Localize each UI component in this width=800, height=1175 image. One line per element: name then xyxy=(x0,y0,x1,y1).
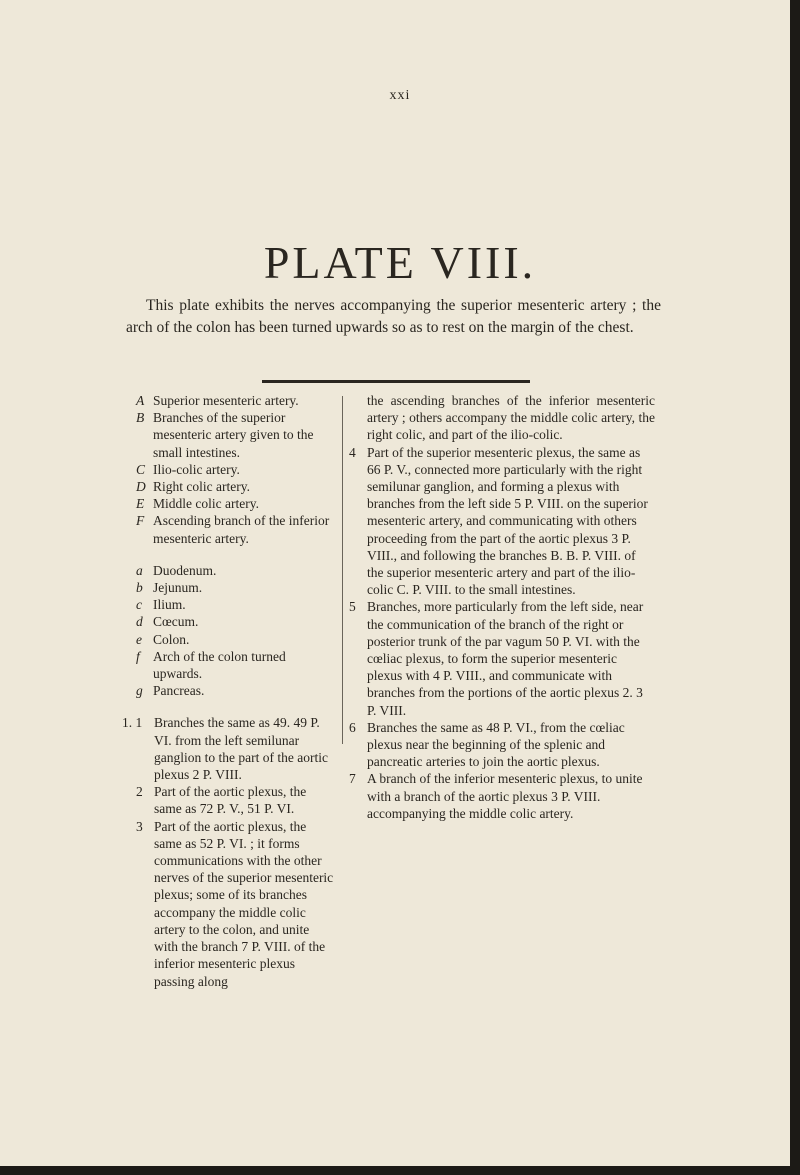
legend-entry xyxy=(136,495,336,512)
entry-text: Middle colic artery. xyxy=(153,496,259,512)
entry-key: 7 xyxy=(349,771,356,787)
legend-entry xyxy=(136,682,336,699)
entry-text: Right colic artery. xyxy=(153,479,250,495)
entry-text: Ilium. xyxy=(153,597,186,613)
entry-key: E xyxy=(136,496,145,512)
page-edge-bottom xyxy=(0,1166,790,1175)
entry-key: c xyxy=(136,597,142,613)
legend-entry xyxy=(136,631,336,648)
legend-right-column xyxy=(349,392,655,822)
legend-entry xyxy=(136,409,336,461)
entry-text: Superior mesenteric artery. xyxy=(153,393,299,408)
numbered-entries-left xyxy=(122,714,336,989)
entry-key: 3 xyxy=(136,818,143,834)
legend-left-column xyxy=(122,392,336,990)
legend-entry xyxy=(349,598,655,718)
entry-text: Part of the superior mesenteric plexus, the same as 66 P. V., connected more particularly with the right semilunar ganglion, and forming a plexus with branches from the left side 5 P. VIII. on the superior mesenteric artery, and communicating with others proceeding from the part of the aortic plexus 3 P. VIII., and following the branches B. B. P. VIII. of the superior mesenteric artery and part of the ilio-colic C. P. VIII. to the small intestines. xyxy=(367,444,648,598)
entry-text: Duodenum. xyxy=(153,562,217,578)
title-rule xyxy=(262,380,530,383)
legend-entry xyxy=(136,818,336,990)
entry-text: A branch of the inferior mesenteric plexus, to unite with a branch of the aortic plexus 3 P. VIII. accompanying the middle colic artery. xyxy=(367,771,643,821)
entry-key: a xyxy=(136,562,143,578)
legend-entry xyxy=(136,461,336,478)
entry-text: Cœcum. xyxy=(153,614,199,630)
capital-entries xyxy=(136,392,336,547)
legend-entry xyxy=(136,783,336,817)
legend-entry xyxy=(122,714,336,783)
page-number: xxi xyxy=(389,88,411,103)
legend-entry xyxy=(136,596,336,613)
legend-entry xyxy=(136,613,336,630)
entry-text: Part of the aortic plexus, the same as 52 P. VI. ; it forms communications with the other nerves of the superior mesenteric plexus; some of its branches accompany the middle colic artery to the colon, and unite with the branch 7 P. VIII. of the inferior mesenteric plexus passing along xyxy=(154,818,334,989)
legend-entry xyxy=(136,562,336,579)
entry-text: Branches the same as 48 P. VI., from the cœliac plexus near the beginning of the splenic and pancreatic arteries to join the aortic plexus. xyxy=(367,719,625,770)
legend-entry xyxy=(136,512,336,546)
entry-text: Ascending branch of the inferior mesenteric artery. xyxy=(153,513,330,546)
entry-key: 2 xyxy=(136,784,143,800)
entry-key: f xyxy=(136,648,140,664)
entry-key: 5 xyxy=(349,599,356,615)
entry-text: Branches, more particularly from the left side, near the communication of the branch of the right or posterior trunk of the par vagum 50 P. VI. with the cœliac plexus, to form the superior mesenteric plexus with 4 P. VIII., and communicate with branches from the portions of the aortic plexus 2. 3 P. VIII. xyxy=(367,599,644,718)
legend-entry xyxy=(136,648,336,682)
lowercase-entries xyxy=(136,562,336,700)
entry-key: F xyxy=(136,513,145,529)
entry-text: Pancreas. xyxy=(153,683,205,699)
entry-text: Branches of the superior mesenteric artery given to the small intestines. xyxy=(153,410,314,460)
numbered-entries-right xyxy=(349,444,655,822)
entry-text: Jejunum. xyxy=(153,580,203,596)
entry-key: d xyxy=(136,614,143,630)
entry-key: 6 xyxy=(349,719,356,735)
entry-key: e xyxy=(136,631,142,647)
plate-title: PLATE VIII. xyxy=(263,237,537,288)
entry-key: C xyxy=(136,461,146,477)
legend-entry xyxy=(349,444,655,599)
entry-text: Ilio-colic artery. xyxy=(153,461,240,477)
legend-entry xyxy=(136,392,336,409)
entry-key: 1. 1 xyxy=(122,715,143,731)
entry-key: b xyxy=(136,580,143,596)
entry-key: A xyxy=(136,393,145,408)
intro-paragraph: This plate exhibits the nerves accompanying the superior mesenteric artery ; the arch of the colon has been turned upwards so as to rest on the margin of the chest. xyxy=(126,297,661,336)
entry-key: B xyxy=(136,410,145,426)
continued-paragraph: the ascending branches of the inferior mesenteric artery ; others accompany the middle colic artery, the right colic, and part of the ilio-colic. xyxy=(367,393,655,443)
page-edge-right xyxy=(790,0,800,1175)
legend-entry xyxy=(136,579,336,596)
entry-text: Part of the aortic plexus, the same as 72 P. V., 51 P. VI. xyxy=(154,784,307,817)
legend-entry xyxy=(349,719,655,771)
entry-key: D xyxy=(136,479,146,495)
entry-key: g xyxy=(136,683,143,699)
entry-text: Arch of the colon turned upwards. xyxy=(153,648,286,682)
entry-text: Colon. xyxy=(153,631,190,647)
entry-key: 4 xyxy=(349,444,356,460)
legend-entry xyxy=(349,770,655,822)
column-divider xyxy=(342,396,343,744)
legend-entry xyxy=(136,478,336,495)
entry-text: Branches the same as 49. 49 P. VI. from the left semilunar ganglion to the part of the aortic plexus 2 P. VIII. xyxy=(154,715,328,783)
